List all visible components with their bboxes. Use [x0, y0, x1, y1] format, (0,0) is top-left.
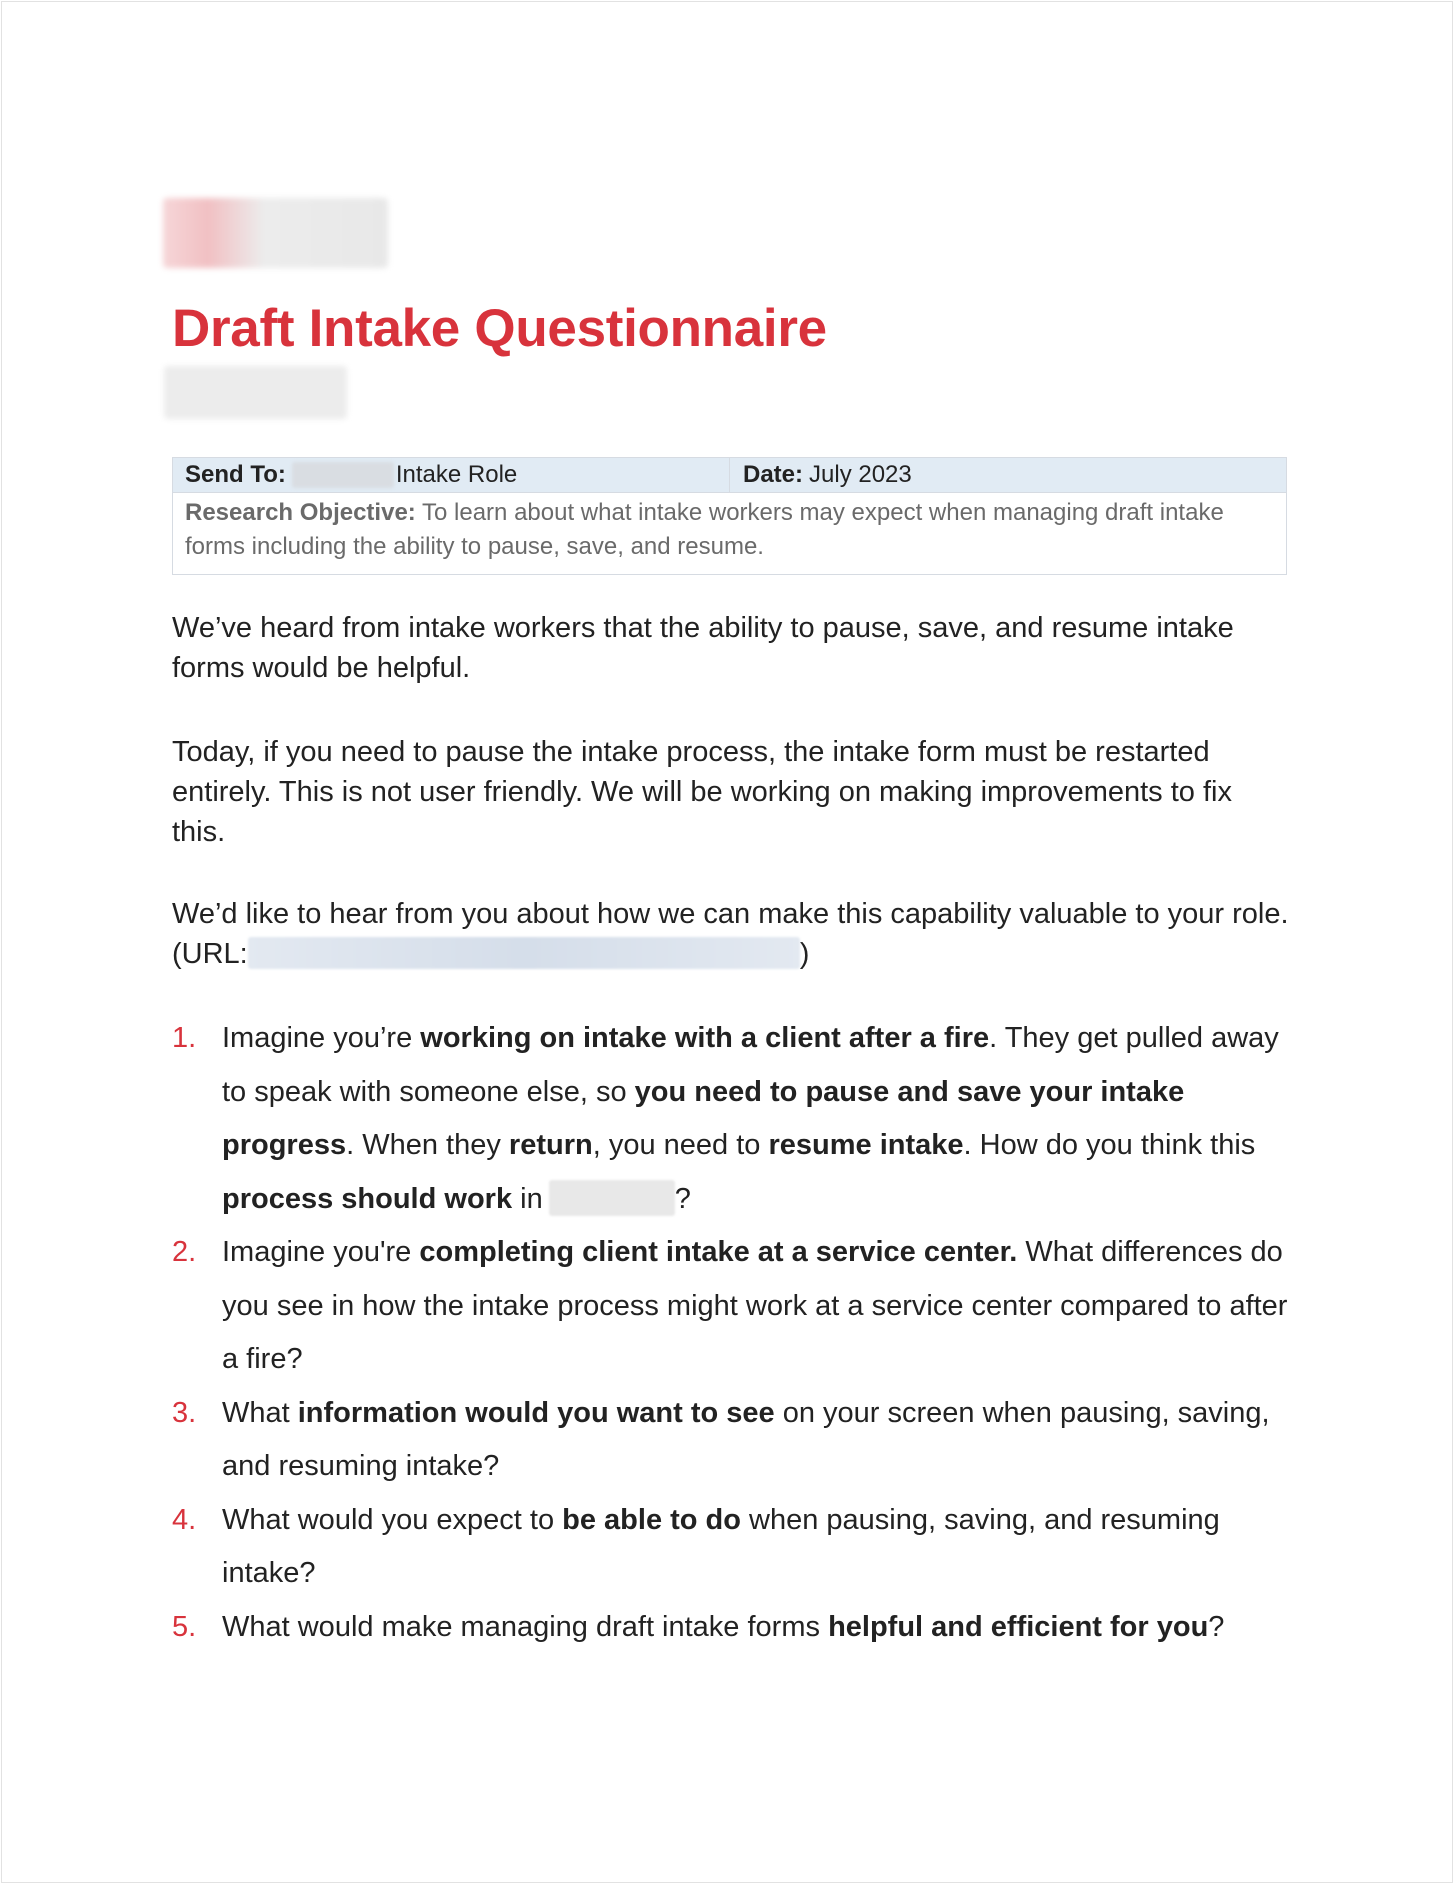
question-bold: you need to pause and save your intake progress — [222, 1075, 1185, 1161]
send-to-label: Send To: — [185, 461, 286, 488]
info-table — [172, 457, 1287, 575]
question-bold: be able to do — [562, 1503, 741, 1536]
question-bold: completing client intake at a service center. — [419, 1236, 1018, 1268]
question-number: 2. — [172, 1236, 197, 1268]
question-text: on your screen when pausing, saving, and resuming intake? — [222, 1396, 1270, 1482]
redacted-url — [248, 937, 800, 969]
question-text: when pausing, saving, and resuming intake? — [222, 1503, 1220, 1589]
intro-paragraph-3 — [172, 894, 1292, 974]
question-text: ? — [674, 1182, 691, 1215]
redacted-logo — [163, 198, 388, 268]
question-list — [172, 1012, 1292, 1654]
page-title: Draft Intake Questionnaire — [172, 299, 827, 358]
question-bold: return — [508, 1129, 593, 1161]
research-objective-label: Research Objective: — [185, 499, 416, 526]
send-to-cell — [173, 458, 730, 492]
date-cell — [730, 458, 1286, 492]
question-bold: information would you want to see — [297, 1396, 775, 1429]
question-number: 4. — [172, 1503, 197, 1536]
research-objective-text: To learn about what intake workers may expect when managing draft intake forms including the ability to pause, save, and resume. — [185, 499, 1224, 560]
question-text: in — [512, 1182, 543, 1215]
question-item — [172, 1012, 1292, 1226]
question-item — [172, 1387, 1292, 1494]
question-item — [172, 1226, 1292, 1387]
redacted-product-name — [549, 1180, 675, 1216]
intro-paragraph-1: We’ve heard from intake workers that the ability to pause, save, and resume intake forms would be helpful. — [172, 612, 1234, 684]
question-text: ? — [1208, 1610, 1225, 1643]
send-to-value: Intake Role — [395, 461, 518, 488]
date-value: July 2023 — [809, 461, 912, 488]
url-close-paren: ) — [799, 938, 810, 970]
question-text: What — [222, 1396, 298, 1429]
intro-paragraph-2: Today, if you need to pause the intake process, the intake form must be restarted entirely. This is not user friendly. We will be working on making improvements to fix this. — [172, 736, 1232, 848]
question-text: What differences do you see in how the intake process might work at a service center compared to after a fire? — [222, 1236, 1288, 1375]
question-text: . They get pulled away to speak with someone else, so — [222, 1022, 1279, 1108]
question-text: What would you expect to — [222, 1503, 563, 1536]
question-text: . When they — [346, 1129, 509, 1161]
question-text: . How do you think this — [963, 1129, 1256, 1161]
question-number: 3. — [172, 1396, 197, 1429]
question-bold: resume intake — [768, 1129, 964, 1161]
question-number: 5. — [172, 1610, 197, 1643]
redacted-subtitle — [164, 366, 347, 419]
question-number: 1. — [172, 1022, 197, 1054]
question-bold: process should work — [222, 1182, 513, 1215]
intro-paragraph-3-text: We’d like to hear from you about how we can make this capability valuable to your role. (URL: — [172, 898, 1289, 970]
question-text: Imagine you're — [222, 1236, 420, 1268]
redacted-name — [292, 462, 394, 488]
info-header-row — [173, 458, 1286, 493]
question-bold: working on intake with a client after a fire — [420, 1022, 990, 1054]
question-text: , you need to — [592, 1129, 769, 1161]
question-item — [172, 1494, 1292, 1601]
question-text: What would make managing draft intake forms — [222, 1610, 829, 1643]
research-objective-row — [173, 493, 1286, 574]
question-text: Imagine you’re — [222, 1022, 421, 1054]
question-bold: helpful and efficient for you — [828, 1610, 1209, 1643]
date-label: Date: — [743, 461, 804, 488]
question-item — [172, 1601, 1292, 1655]
